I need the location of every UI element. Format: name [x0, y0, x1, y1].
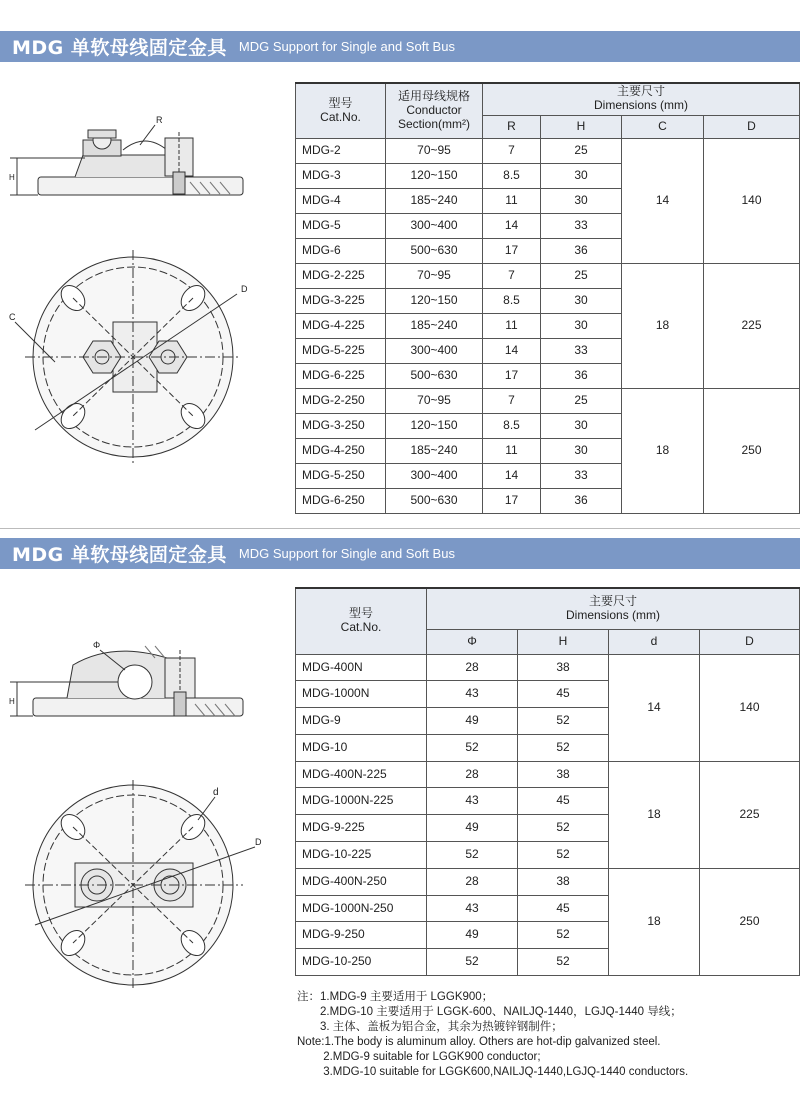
cell-value: 30 [541, 163, 622, 188]
cell-value: 8.5 [483, 163, 541, 188]
header-model-zh: 型号 [328, 95, 353, 110]
cell-model: MDG-10-225 [296, 842, 427, 869]
cell-group-c: 14 [622, 138, 704, 263]
cell-value: 30 [541, 413, 622, 438]
label-d: D [241, 284, 248, 294]
cell-value: 300~400 [386, 463, 483, 488]
cell-value: 38 [518, 761, 609, 788]
table-row [296, 868, 800, 895]
header-conductor [386, 83, 483, 138]
cell-value: 17 [483, 363, 541, 388]
cell-model: MDG-2 [296, 138, 386, 163]
cell-value: 7 [483, 263, 541, 288]
header-col-phi: Φ [427, 629, 518, 654]
cell-value: 185~240 [386, 188, 483, 213]
cell-value: 49 [427, 922, 518, 949]
cell-value: 25 [541, 138, 622, 163]
cell-model: MDG-5-250 [296, 463, 386, 488]
cell-model: MDG-4-250 [296, 438, 386, 463]
cell-value: 185~240 [386, 438, 483, 463]
header-col-c: C [622, 115, 704, 138]
cell-value: 120~150 [386, 288, 483, 313]
cell-value: 300~400 [386, 338, 483, 363]
cell-value: 45 [518, 895, 609, 922]
cell-model: MDG-4 [296, 188, 386, 213]
cell-group-d: 18 [609, 868, 700, 975]
section-1-spec-table [295, 82, 800, 514]
cell-group-d: 250 [700, 868, 800, 975]
cell-value: 33 [541, 463, 622, 488]
cell-model: MDG-3 [296, 163, 386, 188]
table-row [296, 654, 800, 681]
note-line: 2.MDG-9 suitable for LGGK900 conductor; [297, 1051, 541, 1063]
cell-value: 30 [541, 288, 622, 313]
table-row [296, 263, 800, 288]
cell-value: 38 [518, 868, 609, 895]
cell-model: MDG-3-225 [296, 288, 386, 313]
cell-value: 70~95 [386, 138, 483, 163]
section-2-spec-table [295, 587, 800, 976]
header-dim-zh-2: 主要尺寸 [589, 593, 638, 608]
cell-value: 30 [541, 438, 622, 463]
cell-model: MDG-3-250 [296, 413, 386, 438]
cell-value: 52 [518, 734, 609, 761]
cell-value: 70~95 [386, 263, 483, 288]
cell-model: MDG-6 [296, 238, 386, 263]
header-cond-zh: 适用母线规格 [397, 89, 470, 104]
cell-value: 17 [483, 238, 541, 263]
cell-model: MDG-400N-250 [296, 868, 427, 895]
section-2-title-en: MDG Support for Single and Soft Bus [238, 546, 455, 561]
cell-model: MDG-5-225 [296, 338, 386, 363]
section-1-title-zh: MDG 单软母线固定金具 [12, 37, 227, 59]
cell-value: 49 [427, 815, 518, 842]
cell-value: 185~240 [386, 313, 483, 338]
cell-value: 120~150 [386, 413, 483, 438]
note-line: Note:1.The body is aluminum alloy. Others are hot-dip galvanized steel. [297, 1036, 661, 1048]
cell-group-c: 18 [622, 388, 704, 513]
header-dimensions-2 [427, 588, 800, 629]
cell-value: 52 [427, 842, 518, 869]
cell-group-d: 225 [704, 263, 800, 388]
note-line: 3. 主体、盖板为铝合金，其余为热镀锌钢制件； [297, 1021, 563, 1033]
cell-model: MDG-1000N [296, 681, 427, 708]
section-1-title-en: MDG Support for Single and Soft Bus [238, 39, 455, 54]
label-c: C [9, 312, 16, 322]
header-col-r: R [483, 115, 541, 138]
cell-value: 17 [483, 488, 541, 513]
header-dimensions [483, 83, 800, 115]
table-row [296, 388, 800, 413]
cell-value: 28 [427, 654, 518, 681]
cell-value: 8.5 [483, 288, 541, 313]
cell-value: 52 [518, 842, 609, 869]
cell-value: 28 [427, 868, 518, 895]
header-dim-en: Dimensions (mm) [594, 98, 689, 113]
cell-model: MDG-400N-225 [296, 761, 427, 788]
cell-value: 52 [518, 922, 609, 949]
header-dim-zh: 主要尺寸 [617, 84, 666, 99]
cell-model: MDG-1000N-250 [296, 895, 427, 922]
section-2-title-bar [0, 538, 800, 569]
header-col-h: H [541, 115, 622, 138]
cell-value: 52 [518, 708, 609, 735]
cell-value: 38 [518, 654, 609, 681]
table-row [296, 138, 800, 163]
cell-value: 36 [541, 488, 622, 513]
cell-value: 11 [483, 438, 541, 463]
cell-value: 14 [483, 213, 541, 238]
cell-value: 52 [427, 949, 518, 976]
cell-value: 52 [518, 815, 609, 842]
cell-model: MDG-6-225 [296, 363, 386, 388]
cell-value: 49 [427, 708, 518, 735]
cell-model: MDG-10-250 [296, 949, 427, 976]
cell-model: MDG-9 [296, 708, 427, 735]
cell-value: 500~630 [386, 363, 483, 388]
section-1-side-view-drawing [5, 110, 255, 205]
cell-model: MDG-5 [296, 213, 386, 238]
header-col-h-2: H [518, 629, 609, 654]
cell-model: MDG-2-225 [296, 263, 386, 288]
cell-value: 43 [427, 895, 518, 922]
cell-value: 28 [427, 761, 518, 788]
section-2-side-view-drawing [5, 630, 255, 725]
cell-value: 500~630 [386, 488, 483, 513]
cell-value: 30 [541, 313, 622, 338]
header-col-d-small: d [609, 629, 700, 654]
cell-value: 30 [541, 188, 622, 213]
cell-value: 45 [518, 681, 609, 708]
section-1-top-view-drawing [5, 250, 260, 465]
cell-group-d: 250 [704, 388, 800, 513]
cell-value: 25 [541, 388, 622, 413]
cell-group-c: 18 [622, 263, 704, 388]
section-2-title-zh: MDG 单软母线固定金具 [12, 544, 227, 566]
header-model-zh-2: 型号 [348, 606, 373, 621]
cell-value: 36 [541, 238, 622, 263]
cell-value: 500~630 [386, 238, 483, 263]
notes [297, 990, 797, 1080]
label-d-small: d [213, 787, 219, 798]
cell-value: 8.5 [483, 413, 541, 438]
header-dim-en-2: Dimensions (mm) [566, 607, 661, 622]
cell-value: 11 [483, 313, 541, 338]
cell-value: 14 [483, 463, 541, 488]
cell-value: 7 [483, 138, 541, 163]
cell-value: 52 [518, 949, 609, 976]
header-cond-en: Conductor [406, 102, 462, 117]
cell-value: 52 [427, 734, 518, 761]
table-row [296, 761, 800, 788]
section-1-title-bar [0, 31, 800, 62]
cell-value: 7 [483, 388, 541, 413]
cell-value: 36 [541, 363, 622, 388]
label-d-large: D [255, 837, 262, 847]
cell-value: 45 [518, 788, 609, 815]
cell-model: MDG-2-250 [296, 388, 386, 413]
header-cat-no [296, 83, 386, 138]
note-line: 2.MDG-10 主要适用于 LGGK-600、NAILJQ-1440，LGJQ-1440 导线； [297, 1006, 682, 1018]
cell-group-d: 14 [609, 654, 700, 761]
cell-group-d: 140 [700, 654, 800, 761]
cell-value: 43 [427, 681, 518, 708]
note-line: 3.MDG-10 suitable for LGGK600,NAILJQ-1440,LGJQ-1440 conductors. [297, 1066, 689, 1078]
cell-value: 300~400 [386, 213, 483, 238]
cell-model: MDG-9-225 [296, 815, 427, 842]
label-h-2: H [9, 697, 15, 706]
header-model-en: Cat.No. [320, 109, 361, 124]
section-divider [0, 528, 800, 529]
cell-value: 11 [483, 188, 541, 213]
cell-value: 70~95 [386, 388, 483, 413]
cell-model: MDG-400N [296, 654, 427, 681]
cell-model: MDG-4-225 [296, 313, 386, 338]
cell-value: 33 [541, 338, 622, 363]
cell-model: MDG-10 [296, 734, 427, 761]
cell-value: 25 [541, 263, 622, 288]
header-model-en-2: Cat.No. [340, 620, 382, 635]
cell-value: 33 [541, 213, 622, 238]
label-phi: Φ [93, 640, 101, 650]
cell-value: 120~150 [386, 163, 483, 188]
header-col-d: D [704, 115, 800, 138]
cell-model: MDG-9-250 [296, 922, 427, 949]
cell-group-d: 225 [700, 761, 800, 868]
label-h: H [9, 173, 15, 182]
header-cat-no-2 [296, 588, 427, 654]
header-col-d-large: D [700, 629, 800, 654]
cell-group-d: 140 [704, 138, 800, 263]
cell-value: 43 [427, 788, 518, 815]
label-r: R [156, 115, 163, 125]
cell-model: MDG-6-250 [296, 488, 386, 513]
cell-value: 14 [483, 338, 541, 363]
header-cond-unit: Section(mm²) [397, 116, 470, 131]
note-line: 注：1.MDG-9 主要适用于 LGGK900； [297, 991, 494, 1003]
cell-group-d: 18 [609, 761, 700, 868]
cell-model: MDG-1000N-225 [296, 788, 427, 815]
section-2-top-view-drawing [15, 775, 270, 990]
